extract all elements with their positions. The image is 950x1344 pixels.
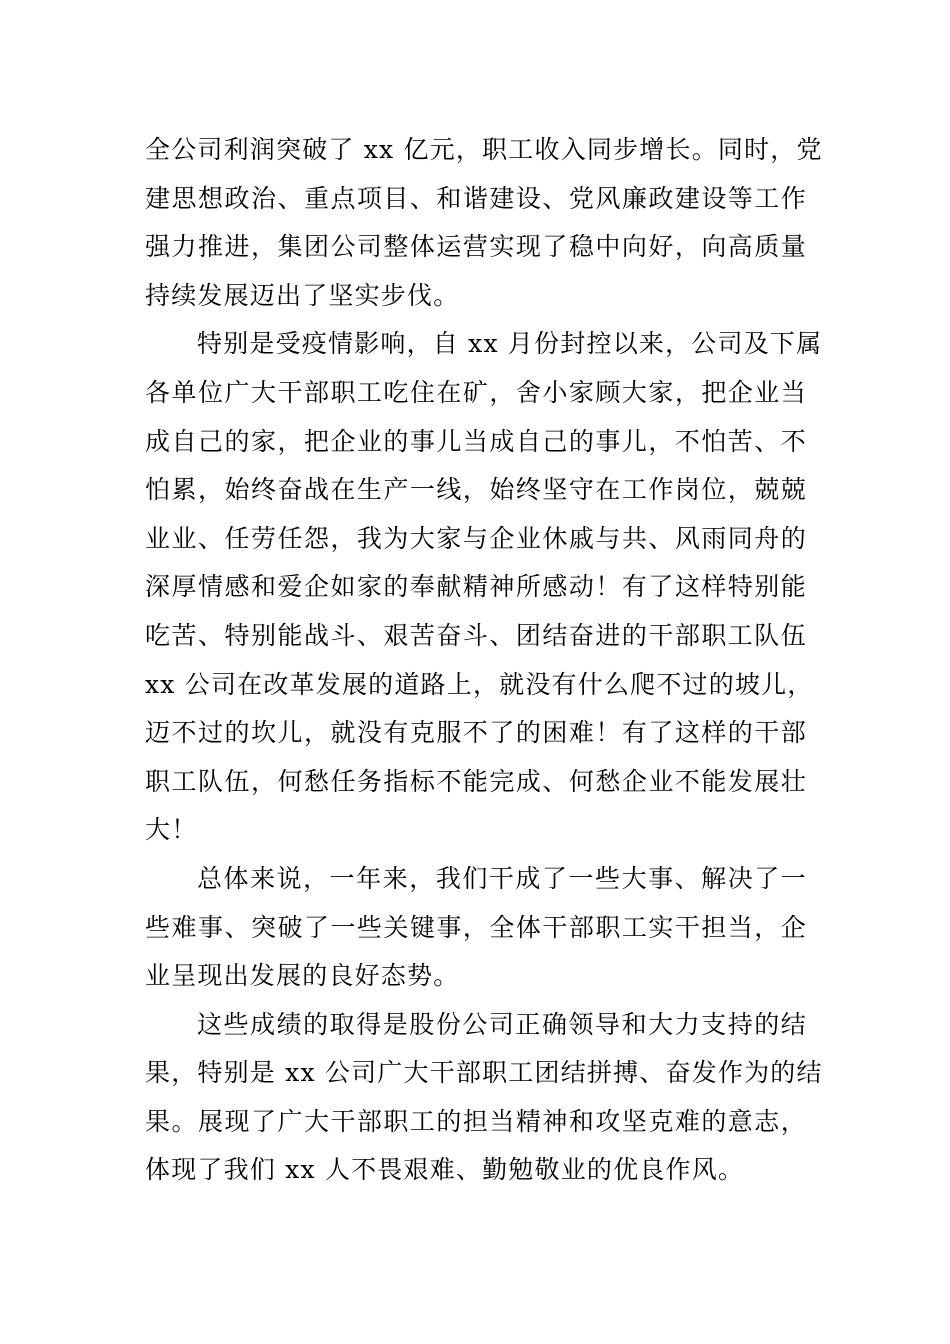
body-text	[145, 126, 823, 1195]
text-line: 建思想政治、重点项目、和谐建设、党风廉政建设等工作	[145, 183, 807, 213]
text-line: 体现了我们 xx 人不畏艰难、勤勉敬业的优良作风。	[145, 1155, 745, 1185]
paragraph-3	[145, 855, 807, 1001]
text-line: 大！	[145, 815, 198, 845]
text-line: 全公司利润突破了 xx 亿元，职工收入同步增长。同时，党	[145, 135, 823, 164]
text-line: 迈不过的坎儿，就没有克服不了的困难！有了这样的干部	[145, 718, 807, 748]
text-line: 总体来说，一年来，我们干成了一些大事、解决了一	[197, 863, 807, 893]
paragraph-4	[145, 1001, 823, 1195]
text-line: 吃苦、特别能战斗、艰苦奋斗、团结奋进的干部职工队伍	[145, 620, 807, 650]
text-line: 些难事、突破了一些关键事，全体干部职工实干担当，企	[145, 912, 807, 942]
text-line: xx 公司在改革发展的道路上，就没有什么爬不过的坡儿，	[145, 669, 814, 699]
text-line: 各单位广大干部职工吃住在矿，舍小家顾大家，把企业当	[145, 377, 807, 407]
paragraph-1	[145, 126, 823, 320]
text-line: 怕累，始终奋战在生产一线，始终坚守在工作岗位，兢兢	[145, 475, 807, 505]
text-line: 特别是受疫情影响，自 xx 月份封控以来，公司及下属	[197, 329, 823, 359]
text-line: 强力推进，集团公司整体运营实现了稳中向好，向高质量	[145, 232, 807, 262]
text-line: 果。展现了广大干部职工的担当精神和攻坚克难的意志，	[145, 1106, 807, 1136]
text-line: 果，特别是 xx 公司广大干部职工团结拼搏、奋发作为的结	[145, 1058, 823, 1088]
text-line: 成自己的家，把企业的事儿当成自己的事儿，不怕苦、不	[145, 426, 807, 456]
text-line: 深厚情感和爱企如家的奉献精神所感动！有了这样特别能	[145, 572, 807, 602]
paragraph-2	[145, 320, 823, 855]
text-line: 业业、任劳任怨，我为大家与企业休戚与共、风雨同舟的	[145, 523, 807, 553]
text-line: 职工队伍，何愁任务指标不能完成、何愁企业不能发展壮	[145, 766, 807, 796]
text-line: 持续发展迈出了坚实步伐。	[145, 280, 460, 310]
text-line: 业呈现出发展的良好态势。	[145, 961, 460, 991]
text-line: 这些成绩的取得是股份公司正确领导和大力支持的结	[197, 1009, 807, 1039]
